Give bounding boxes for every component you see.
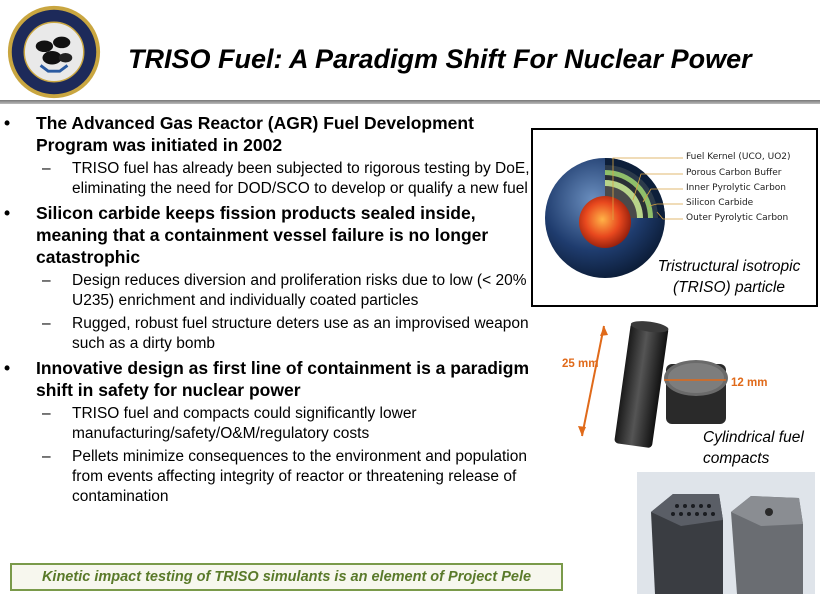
triso-caption-line2: (TRISO) particle [673, 279, 785, 296]
sub-bullet-lower-costs [0, 404, 532, 444]
bullet-text: The Advanced Gas Reactor (AGR) Fuel Development Program was initiated in 2002 [36, 113, 474, 155]
triso-caption-line1: Tristructural isotropic [657, 258, 801, 275]
triso-caption [644, 256, 814, 298]
dash-glyph: – [42, 272, 51, 289]
bullet-glyph: • [4, 358, 11, 378]
dash-glyph: – [42, 448, 51, 465]
layer-label-outer-pyrolytic-carbon: Outer Pyrolytic Carbon [686, 213, 789, 223]
sub-bullet-diversion-risk [0, 271, 532, 311]
sub-bullet-text: Rugged, robust fuel structure deters use as an improvised weapon such as a dirty bomb [72, 315, 529, 352]
sub-bullet-text: Design reduces diversion and proliferation risks due to low (< 20% U235) enrichment and individually coated particles [72, 272, 527, 309]
layer-label-porous-carbon-buffer: Porous Carbon Buffer [686, 168, 782, 178]
layer-label-fuel-kernel: Fuel Kernel (UCO, UO2) [686, 152, 791, 162]
fuel-block-photo [637, 472, 815, 594]
diameter-dimension-label: 12 mm [731, 377, 768, 389]
dash-glyph: – [42, 160, 51, 177]
sub-bullet-doe-testing [0, 159, 532, 199]
length-dimension-label: 25 mm [562, 358, 599, 370]
dash-glyph: – [42, 315, 51, 332]
osd-sco-seal-logo [6, 4, 102, 100]
compacts-caption-line2: compacts [703, 450, 770, 467]
bullet-text: Silicon carbide keeps fission products sealed inside, meaning that a containment vessel failure is no longer catastrophic [36, 203, 489, 267]
sub-bullet-pellets [0, 447, 532, 507]
compacts-caption [703, 427, 813, 469]
bullet-silicon-carbide [0, 202, 532, 268]
slide-title: TRISO Fuel: A Paradigm Shift For Nuclear Power [128, 44, 752, 74]
bullet-list [0, 112, 532, 507]
project-pele-banner: Kinetic impact testing of TRISO simulants is an element of Project Pele [10, 563, 563, 591]
compacts-caption-line1: Cylindrical fuel [703, 429, 804, 446]
bullet-innovative-design [0, 357, 532, 401]
sub-bullet-text: TRISO fuel has already been subjected to rigorous testing by DoE, eliminating the need for DOD/SCO to develop or qualify a new fuel [72, 160, 530, 197]
bullet-text: Innovative design as first line of containment is a paradigm shift in safety for nuclear power [36, 358, 530, 400]
bullet-glyph: • [4, 113, 11, 133]
sub-bullet-text: TRISO fuel and compacts could significantly lower manufacturing/safety/O&M/regulatory costs [72, 405, 417, 442]
bullet-agr-program [0, 112, 532, 156]
sub-bullet-text: Pellets minimize consequences to the environment and population from events affecting integrity of reactor or threatening release of contamination [72, 448, 527, 505]
dash-glyph: – [42, 405, 51, 422]
layer-label-silicon-carbide: Silicon Carbide [686, 198, 754, 208]
layer-label-inner-pyrolytic-carbon: Inner Pyrolytic Carbon [686, 183, 787, 193]
sub-bullet-rugged-structure [0, 314, 532, 354]
title-divider [0, 100, 820, 104]
bullet-glyph: • [4, 203, 11, 223]
